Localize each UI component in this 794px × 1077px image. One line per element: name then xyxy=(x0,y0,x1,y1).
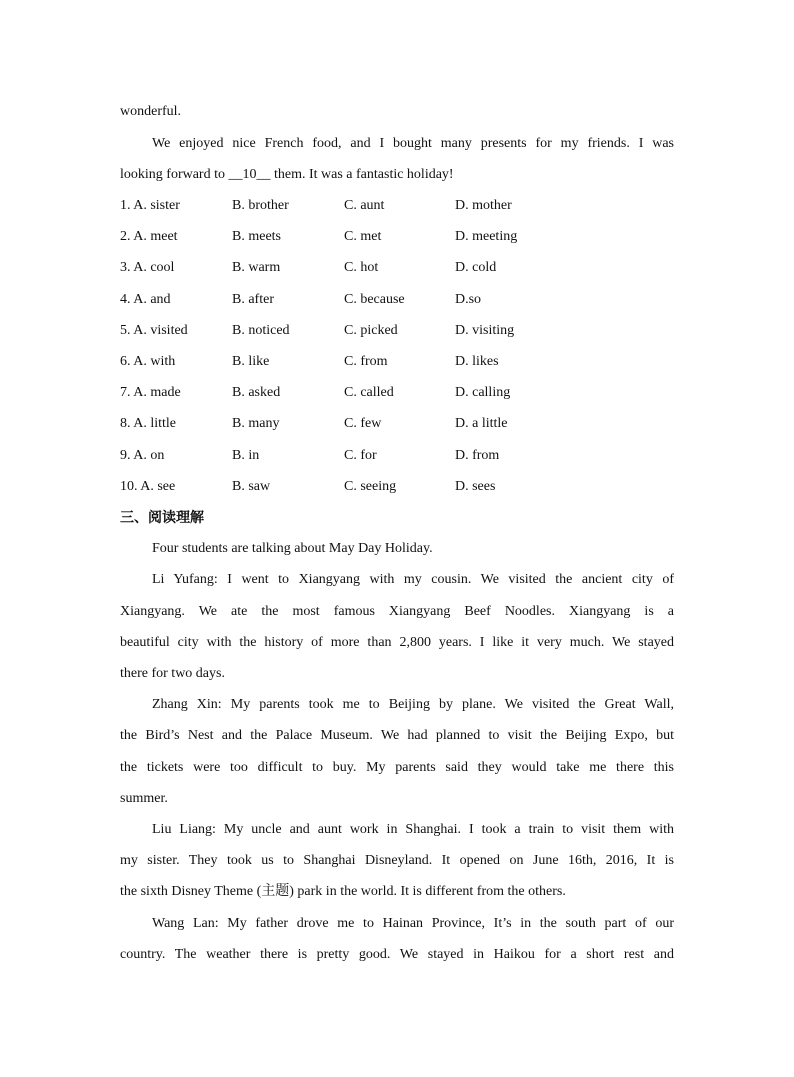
li-yufang-line-4: there for two days. xyxy=(120,666,225,681)
option-a: 1. A. sister xyxy=(120,198,180,213)
option-a: 6. A. with xyxy=(120,354,176,369)
option-c: C. hot xyxy=(344,260,379,275)
option-d: D.so xyxy=(455,292,482,307)
option-d: D. mother xyxy=(455,198,512,213)
li-yufang-line-3: beautiful city with the history of more than 2,800 years. I like it very much. We stayed xyxy=(120,635,674,650)
liu-liang-line-2: my sister. They took us to Shanghai Disneyland. It opened on June 16th, 2016, It is xyxy=(120,853,674,868)
liu-liang-line-3: the sixth Disney Theme (主题) park in the world. It is different from the others. xyxy=(120,884,566,899)
option-d: D. a little xyxy=(455,416,508,431)
option-b: B. like xyxy=(232,354,270,369)
option-d: D. sees xyxy=(455,479,496,494)
option-b: B. meets xyxy=(232,229,281,244)
option-d: D. visiting xyxy=(455,323,515,338)
liu-liang-line-1: Liu Liang: My uncle and aunt work in Shanghai. I took a train to visit them with xyxy=(152,822,674,837)
option-c: C. called xyxy=(344,385,394,400)
li-yufang-line-1: Li Yufang: I went to Xiangyang with my cousin. We visited the ancient city of xyxy=(152,572,674,587)
option-a: 5. A. visited xyxy=(120,323,188,338)
option-a: 10. A. see xyxy=(120,479,176,494)
option-a: 8. A. little xyxy=(120,416,176,431)
option-a: 7. A. made xyxy=(120,385,181,400)
option-c: C. few xyxy=(344,416,382,431)
option-b: B. many xyxy=(232,416,280,431)
option-d: D. from xyxy=(455,448,500,463)
option-d: D. calling xyxy=(455,385,511,400)
passage-end-line-1: wonderful. xyxy=(120,104,182,119)
passage-end-line-2: We enjoyed nice French food, and I bought many presents for my friends. I was xyxy=(152,136,674,151)
zhang-xin-line-4: summer. xyxy=(120,791,168,806)
option-b: B. after xyxy=(232,292,274,307)
zhang-xin-line-1: Zhang Xin: My parents took me to Beijing by plane. We visited the Great Wall, xyxy=(152,697,674,712)
option-d: D. likes xyxy=(455,354,499,369)
wang-lan-line-1: Wang Lan: My father drove me to Hainan Province, It’s in the south part of our xyxy=(152,916,674,931)
option-b: B. saw xyxy=(232,479,271,494)
zhang-xin-line-3: the tickets were too difficult to buy. My parents said they would take me there this xyxy=(120,760,674,775)
reading-intro: Four students are talking about May Day Holiday. xyxy=(152,541,433,556)
option-c: C. seeing xyxy=(344,479,397,494)
option-c: C. met xyxy=(344,229,382,244)
li-yufang-line-2: Xiangyang. We ate the most famous Xiangyang Beef Noodles. Xiangyang is a xyxy=(120,604,674,619)
option-c: C. for xyxy=(344,448,377,463)
option-c: C. picked xyxy=(344,323,398,338)
option-a: 3. A. cool xyxy=(120,260,175,275)
option-c: C. aunt xyxy=(344,198,385,213)
passage-end-line-3: looking forward to __10__ them. It was a fantastic holiday! xyxy=(120,167,454,182)
option-b: B. warm xyxy=(232,260,281,275)
option-b: B. asked xyxy=(232,385,281,400)
zhang-xin-line-2: the Bird’s Nest and the Palace Museum. We had planned to visit the Beijing Expo, but xyxy=(120,728,674,743)
option-b: B. brother xyxy=(232,198,289,213)
option-d: D. cold xyxy=(455,260,497,275)
section-heading: 三、阅读理解 xyxy=(120,510,204,526)
option-a: 4. A. and xyxy=(120,292,171,307)
option-c: C. from xyxy=(344,354,388,369)
option-b: B. noticed xyxy=(232,323,290,338)
option-c: C. because xyxy=(344,292,405,307)
option-a: 2. A. meet xyxy=(120,229,178,244)
option-d: D. meeting xyxy=(455,229,518,244)
wang-lan-line-2: country. The weather there is pretty good. We stayed in Haikou for a short rest and xyxy=(120,947,674,962)
option-a: 9. A. on xyxy=(120,448,165,463)
option-b: B. in xyxy=(232,448,260,463)
